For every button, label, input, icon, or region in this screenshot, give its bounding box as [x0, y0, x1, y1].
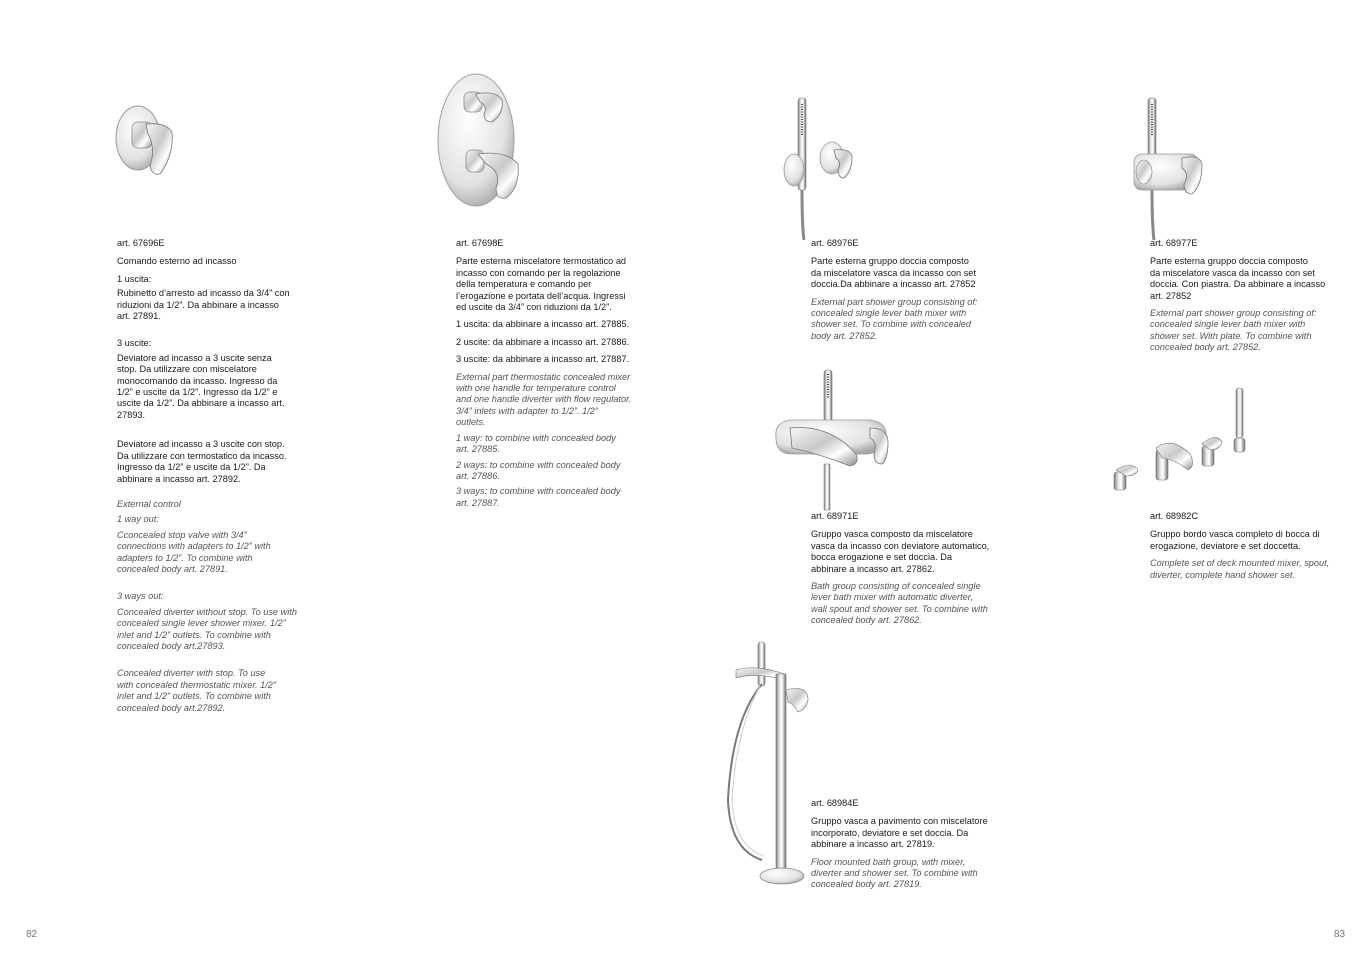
product-67696e: [117, 238, 317, 718]
one-outlet-description: Rubinetto d’arresto ad incasso da 3/4” con riduzioni da 1/2”. Da abbinare a incasso art. 27891.: [117, 288, 290, 322]
english-two-ways: 2 ways: to combine with concealed body art. 27886.: [456, 459, 621, 481]
one-outlet-heading: 1 uscita:: [117, 273, 152, 284]
one-outlet-line: 1 uscita: da abbinare a incasso art. 27885.: [456, 319, 630, 330]
product-title: Comando esterno ad incasso: [117, 256, 237, 267]
english-three-way-description: Concealed diverter without stop. To use with concealed single lever shower mixer. 1/2” inlet and 1/2” outlets. To combine with concealed body art.27893.: [117, 606, 297, 651]
three-outlet-heading: 3 uscite:: [117, 338, 152, 349]
shower-group-plate-icon: [1128, 96, 1208, 242]
product-68976e: [811, 238, 1011, 346]
english-three-way-heading: 3 ways out:: [117, 591, 164, 602]
english-description: Complete set of deck mounted mixer, spout, diverter, complete hand shower set.: [1150, 558, 1330, 580]
floor-mounted-bath-icon: [722, 640, 814, 888]
english-title: External control: [117, 498, 181, 509]
two-outlet-line: 2 uscite: da abbinare a incasso art. 27886.: [456, 336, 630, 347]
three-outlet-stop-description: Deviatore ad incasso a 3 uscite con stop. Da utilizzare con termostatico da incasso. Ingresso da 1/2” e uscite da 1/2”. Da abbinare a incasso art. 27892.: [117, 439, 287, 484]
shower-group-icon: [780, 96, 856, 242]
english-three-way-stop-description: Concealed diverter with stop. To use with concealed thermostatic mixer. 1/2” inlet and 1/2” outlets. To combine with concealed body art.27892.: [117, 668, 276, 713]
article-number: art. 68971E: [811, 511, 859, 521]
article-number: art. 68984E: [811, 798, 859, 808]
product-68971e: [811, 511, 1011, 631]
concealed-control-icon: [108, 100, 180, 180]
product-description: Gruppo vasca a pavimento con miscelatore incorporato, deviatore e set doccia. Da abbinare a incasso art. 27819.: [811, 816, 988, 850]
three-outlet-description: Deviatore ad incasso a 3 uscite senza stop. Da utilizzare con miscelatore monocomando da incasso. Ingresso da 1/2” e uscite da 1/2”. Ingresso da 1/2” e uscite da 1/2”. Da abbinare a incasso art. 27893.: [117, 352, 285, 420]
product-description: Gruppo vasca composto da miscelatore vasca da incasso con deviatore automatico, bocca erogazione e set doccia. Da abbinare a incasso art. 27862.: [811, 529, 990, 574]
bath-group-icon: [770, 368, 894, 512]
product-description: Parte esterna gruppo doccia composto da miscelatore vasca da incasso con set doccia.Da abbinare a incasso art. 27852: [811, 256, 976, 290]
product-67698e: [456, 238, 656, 513]
english-description: Floor mounted bath group, with mixer, diverter and shower set. To combine with concealed body art. 27819.: [811, 856, 978, 890]
page-number-right: 83: [1334, 929, 1346, 940]
english-one-way-description: Cconcealed stop valve with 3/4” connections with adapters to 1/2” with adapters to 1/2”. To combine with concealed body art. 27891.: [117, 529, 271, 574]
three-outlet-line: 3 uscite: da abbinare a incasso art. 27887.: [456, 354, 630, 365]
english-description: External part shower group consisting of: concealed single lever bath mixer with shower set. With plate. To combine with concealed body art. 27852.: [1150, 308, 1317, 353]
article-number: art. 68976E: [811, 238, 859, 248]
product-description: Gruppo bordo vasca completo di bocca di erogazione, deviatore e set doccetta.: [1150, 529, 1320, 551]
product-description: Parte esterna gruppo doccia composto da miscelatore vasca da incasso con set doccia. Con piastra. Da abbinare a incasso art. 27852: [1150, 256, 1326, 301]
product-68977e: [1150, 238, 1350, 358]
english-description: External part shower group consisting of: concealed single lever bath mixer with shower set. To combine with concealed body art. 27852.: [811, 296, 978, 341]
article-number: art. 67696E: [117, 238, 165, 248]
product-68984e: [811, 798, 1011, 895]
english-one-way-heading: 1 way out:: [117, 514, 159, 525]
product-description: Parte esterna miscelatore termostatico ad incasso con comando per la regolazione della temperatura e comando per l’erogazione e portata dell’acqua. Ingressi ed uscite da 3/4” con riduzioni da 1/2”.: [456, 256, 627, 313]
english-three-ways: 3 ways: to combine with concealed body art. 27887.: [456, 486, 621, 508]
english-description: External part thermostatic concealed mixer with one handle for temperature control and one handle diverter with flow regulator. 3/4” inlets with adapter to 1/2”. 1/2” outlets.: [456, 371, 632, 428]
article-number: art. 67698E: [456, 238, 504, 248]
thermostatic-mixer-icon: [436, 70, 522, 210]
english-description: Bath group consisting of concealed single lever bath mixer with automatic diverter, wall spout and shower set. To combine with concealed body art. 27862.: [811, 581, 988, 626]
product-68982c: [1150, 511, 1350, 585]
page-number-left: 82: [26, 929, 38, 940]
deck-mounted-set-icon: [1106, 384, 1256, 496]
article-number: art. 68977E: [1150, 238, 1198, 248]
article-number: art. 68982C: [1150, 511, 1199, 521]
english-one-way: 1 way: to combine with concealed body art. 27885.: [456, 432, 616, 455]
